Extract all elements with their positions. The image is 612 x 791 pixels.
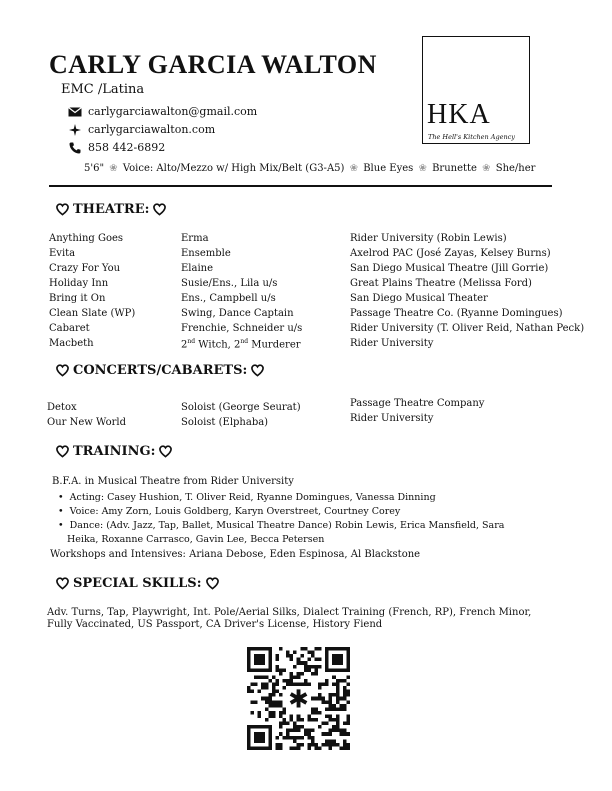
- credit-show: Cabaret: [49, 323, 90, 334]
- role-part: 2: [181, 339, 188, 351]
- credit-show: Macbeth: [49, 338, 94, 349]
- credit-venue: San Diego Musical Theatre (Jill Gorrie): [350, 263, 549, 274]
- credit-venue: Passage Theatre Co. (Ryanne Domingues): [350, 308, 563, 319]
- training-heading-text: TRAINING:: [73, 444, 156, 459]
- physical-stats: [84, 163, 535, 174]
- credit-show: Our New World: [47, 417, 127, 428]
- phone-icon: [68, 142, 82, 154]
- website-text: carlygarciawalton.com: [88, 123, 216, 136]
- concerts-heading-text: CONCERTS/CABARETS:: [73, 363, 248, 378]
- theatre-heading: [56, 202, 166, 217]
- website-line: [68, 123, 215, 136]
- credit-role: Soloist (Elphaba): [181, 417, 269, 428]
- concerts-heading: [56, 363, 264, 378]
- credit-venue: Passage Theatre Company: [350, 398, 485, 409]
- training-bullet: • Dance: (Adv. Jazz, Tap, Ballet, Musical Theatre Dance) Robin Lewis, Erica Mansfield, Sara: [58, 520, 505, 531]
- theatre-heading-text: THEATRE:: [73, 202, 150, 217]
- credit-venue: Rider University (Robin Lewis): [350, 233, 507, 244]
- email-line: [68, 105, 257, 118]
- role-part: Witch, 2: [195, 339, 241, 351]
- skills-text: Adv. Turns, Tap, Playwright, Int. Pole/Aerial Silks, Dialect Training (French, RP), French Minor, Fully Vaccinated, US Passport, CA Driver's License, History Fiend: [47, 607, 532, 630]
- heart-icon: [159, 445, 172, 458]
- credit-venue: Great Plains Theatre (Melissa Ford): [350, 278, 532, 289]
- union-status: EMC /Latina: [61, 82, 145, 97]
- svg-text:✱: ✱: [288, 684, 309, 714]
- credit-show: Crazy For You: [49, 263, 121, 274]
- training-bullet-text: Voice: Amy Zorn, Louis Goldberg, Karyn Overstreet, Courtney Corey: [69, 506, 401, 517]
- resume-name: CARLY GARCIA WALTON: [49, 50, 377, 79]
- training-bullet: • Acting: Casey Hushion, T. Oliver Reid, Ryanne Domingues, Vanessa Dinning: [58, 492, 436, 503]
- qr-code[interactable]: [247, 647, 350, 750]
- credit-venue: Axelrod PAC (José Zayas, Kelsey Burns): [350, 248, 551, 259]
- heart-icon: [56, 445, 69, 458]
- credit-venue: Rider University: [350, 413, 434, 424]
- flower-divider-icon: ❀: [418, 163, 427, 174]
- credit-show: Evita: [49, 248, 76, 259]
- ordinal-suffix: nd: [187, 338, 196, 345]
- credit-show: Holiday Inn: [49, 278, 109, 289]
- training-bullet-continued: Heika, Roxanne Carrasco, Gavin Lee, Becca Petersen: [67, 534, 325, 545]
- training-heading: [56, 444, 172, 459]
- heart-icon: [56, 203, 69, 216]
- credit-role: Soloist (George Seurat): [181, 402, 301, 413]
- training-bullet: • Voice: Amy Zorn, Louis Goldberg, Karyn Overstreet, Courtney Corey: [58, 506, 401, 517]
- hair-color: Brunette: [432, 163, 477, 174]
- phone-line: [68, 141, 165, 154]
- workshops: Workshops and Intensives: Ariana Debose, Eden Espinosa, Al Blackstone: [50, 549, 421, 560]
- flower-divider-icon: ❀: [109, 163, 118, 174]
- training-bullet-text: Acting: Casey Hushion, T. Oliver Reid, Ryanne Domingues, Vanessa Dinning: [69, 492, 436, 503]
- credit-show: Detox: [47, 402, 77, 413]
- credit-role: Ensemble: [181, 248, 231, 259]
- header-divider: [49, 185, 552, 187]
- flower-divider-icon: ❀: [482, 163, 491, 174]
- heart-icon: [153, 203, 166, 216]
- heart-icon: [56, 364, 69, 377]
- training-bullet-text: Dance: (Adv. Jazz, Tap, Ballet, Musical Theatre Dance) Robin Lewis, Erica Mansfield, Sara: [69, 520, 505, 531]
- credit-show: Anything Goes: [49, 233, 124, 244]
- voice-type: Voice: Alto/Mezzo w/ High Mix/Belt (G3-A5): [122, 163, 345, 174]
- email-text: carlygarciawalton@gmail.com: [88, 105, 258, 118]
- role-part: Murderer: [248, 339, 301, 351]
- agency-logo-name: The Hell's Kitchen Agency: [428, 133, 515, 141]
- credit-show: Bring it On: [49, 293, 106, 304]
- pronouns: She/her: [495, 163, 536, 174]
- heart-icon: [206, 577, 219, 590]
- credit-venue: San Diego Musical Theater: [350, 293, 488, 304]
- agency-logo: [422, 36, 530, 144]
- skills-heading: [56, 576, 219, 591]
- credit-venue: Rider University: [350, 338, 434, 349]
- flower-divider-icon: ❀: [349, 163, 359, 174]
- credit-role: [181, 338, 301, 350]
- credit-role: Ens., Campbell u/s: [181, 293, 276, 304]
- ordinal-suffix: nd: [240, 338, 249, 345]
- credit-role: Erma: [181, 233, 209, 244]
- credit-role: Frenchie, Schneider u/s: [181, 323, 303, 334]
- heart-icon: [251, 364, 264, 377]
- credit-role: Elaine: [181, 263, 214, 274]
- envelope-icon: [68, 106, 82, 118]
- agency-logo-letters: HKA: [427, 99, 491, 130]
- phone-text: 858 442-6892: [88, 141, 166, 154]
- heart-icon: [56, 577, 69, 590]
- eye-color: Blue Eyes: [363, 163, 414, 174]
- credit-role: Susie/Ens., Lila u/s: [181, 278, 278, 289]
- credit-role: Swing, Dance Captain: [181, 308, 294, 319]
- height: 5'6": [84, 163, 105, 174]
- sparkle-icon: [68, 124, 82, 136]
- degree: B.F.A. in Musical Theatre from Rider University: [52, 476, 294, 487]
- credit-show: Clean Slate (WP): [49, 308, 136, 319]
- credit-venue: Rider University (T. Oliver Reid, Nathan Peck): [350, 323, 585, 334]
- skills-heading-text: SPECIAL SKILLS:: [73, 576, 202, 591]
